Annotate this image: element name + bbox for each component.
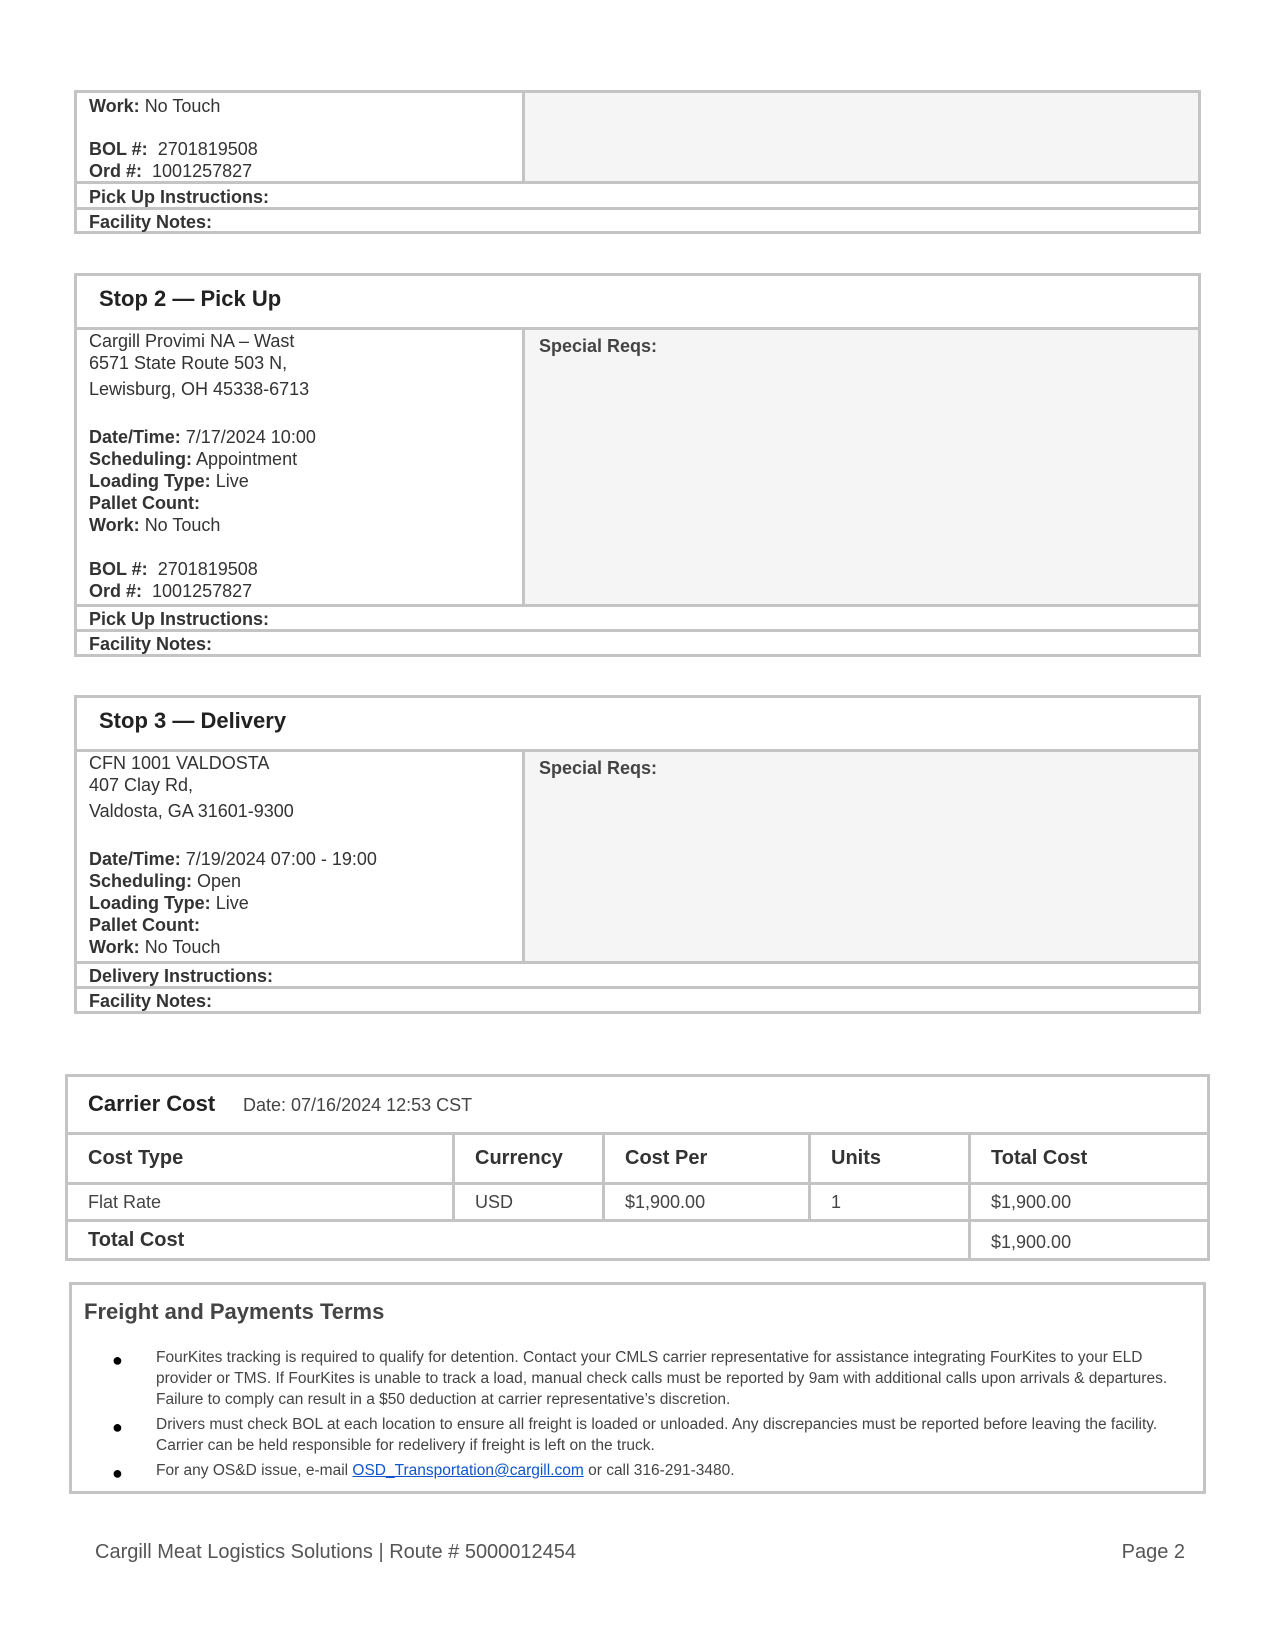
address-line-1: 6571 State Route 503 N, <box>89 353 288 373</box>
divider <box>77 207 1198 210</box>
special-reqs-label: Special Reqs: <box>539 758 658 778</box>
facility-name: Cargill Provimi NA – Wast <box>89 331 295 351</box>
col-header: Cost Type <box>88 1147 184 1169</box>
divider <box>77 181 1198 184</box>
divider <box>68 1219 1207 1222</box>
divider <box>77 986 1198 989</box>
ord-field: Ord #: 1001257827 <box>89 161 253 181</box>
bullet-icon: ● <box>112 1350 123 1370</box>
divider <box>602 1132 605 1222</box>
stop3-special-panel <box>525 752 1198 961</box>
list-item: ● For any OS&D issue, e-mail OSD_Transportation@cargill.com or call 316-291-3480. <box>112 1462 735 1483</box>
special-reqs-label: Special Reqs: <box>539 336 658 356</box>
carrier-cost-date: Date: 07/16/2024 12:53 CST <box>243 1095 473 1115</box>
stop3-card <box>74 695 1201 1014</box>
scheduling-field: Scheduling: Appointment <box>89 449 298 469</box>
divider <box>452 1132 455 1222</box>
divider <box>522 93 525 184</box>
col-header: Currency <box>475 1147 563 1169</box>
stop1-special-panel <box>525 93 1198 181</box>
total-cost-value: $1,900.00 <box>991 1232 1072 1252</box>
stop1-continued-card <box>74 90 1201 234</box>
col-header: Total Cost <box>991 1147 1088 1169</box>
col-header: Cost Per <box>625 1147 708 1169</box>
pickup-instructions-label: Pick Up Instructions: <box>89 187 270 207</box>
list-item: ● Drivers must check BOL at each location to ensure all freight is loaded or unloaded. Any discrepancies must be reported before leaving the facility. Carrier can be held responsible for redelivery if freight is left on the truck. <box>112 1416 1158 1454</box>
address-line-1: 407 Clay Rd, <box>89 775 194 795</box>
bullet-icon: ● <box>112 1463 123 1483</box>
freight-terms-card <box>69 1282 1206 1494</box>
col-header: Units <box>831 1147 881 1169</box>
stop2-special-panel <box>525 330 1198 604</box>
footer-route: Cargill Meat Logistics Solutions | Route # 5000012454 <box>95 1541 577 1563</box>
divider <box>68 1132 1207 1135</box>
datetime-field: Date/Time: 7/17/2024 10:00 <box>89 427 316 447</box>
ord-field: Ord #: 1001257827 <box>89 581 253 601</box>
carrier-cost-title: Carrier Cost <box>88 1091 216 1116</box>
pickup-instructions-label: Pick Up Instructions: <box>89 609 270 629</box>
loading-type-field: Loading Type: Live <box>89 893 249 913</box>
address-line-2: Lewisburg, OH 45338-6713 <box>89 379 310 399</box>
divider <box>77 961 1198 964</box>
loading-type-field: Loading Type: Live <box>89 471 249 491</box>
footer-page-number: Page 2 <box>1121 1541 1185 1563</box>
divider <box>77 629 1198 632</box>
scheduling-field: Scheduling: Open <box>89 871 242 891</box>
datetime-field: Date/Time: 7/19/2024 07:00 - 19:00 <box>89 849 377 869</box>
bol-field: BOL #: 2701819508 <box>89 139 258 159</box>
facility-notes-label: Facility Notes: <box>89 634 213 654</box>
work-field: Work: No Touch <box>89 515 221 535</box>
divider <box>77 604 1198 607</box>
work-field: Work: No Touch <box>89 937 221 957</box>
bol-field: BOL #: 2701819508 <box>89 559 258 579</box>
total-cost-label: Total Cost <box>88 1229 185 1251</box>
osd-email-link[interactable]: OSD_Transportation@cargill.com <box>352 1462 584 1479</box>
cost-per-cell: $1,900.00 <box>625 1192 706 1212</box>
stop3-title: Stop 3 — Delivery <box>99 708 287 733</box>
facility-name: CFN 1001 VALDOSTA <box>89 753 270 773</box>
terms-list <box>112 1347 1182 1485</box>
divider <box>808 1132 811 1222</box>
freight-terms-title: Freight and Payments Terms <box>84 1299 385 1324</box>
currency-cell: USD <box>475 1192 514 1212</box>
divider <box>68 1182 1207 1185</box>
carrier-cost-table <box>65 1074 1210 1261</box>
stop2-title: Stop 2 — Pick Up <box>99 286 282 311</box>
address-line-2: Valdosta, GA 31601-9300 <box>89 801 294 821</box>
pallet-count-field: Pallet Count: <box>89 915 200 935</box>
total-cost-cell: $1,900.00 <box>991 1192 1072 1212</box>
divider <box>522 752 525 961</box>
divider <box>522 330 525 604</box>
divider <box>968 1132 971 1261</box>
delivery-instructions-label: Delivery Instructions: <box>89 966 274 986</box>
units-cell: 1 <box>831 1192 842 1212</box>
stop2-card <box>74 273 1201 657</box>
pallet-count-field: Pallet Count: <box>89 493 200 513</box>
list-item: ● FourKites tracking is required to qualify for detention. Contact your CMLS carrier representative for assistance integrating FourKites to your ELD provider or TMS. If FourKites is unable to track a load, manual check calls must be reported by 9am with additional calls upon arrivals & departures. Failure to comply can result in a $50 deduction at carrier representative’s discretion. <box>112 1349 1168 1408</box>
work-field: Work: No Touch <box>89 96 221 116</box>
facility-notes-label: Facility Notes: <box>89 212 213 232</box>
facility-notes-label: Facility Notes: <box>89 991 213 1011</box>
bullet-icon: ● <box>112 1417 123 1437</box>
cost-type-cell: Flat Rate <box>88 1192 162 1212</box>
